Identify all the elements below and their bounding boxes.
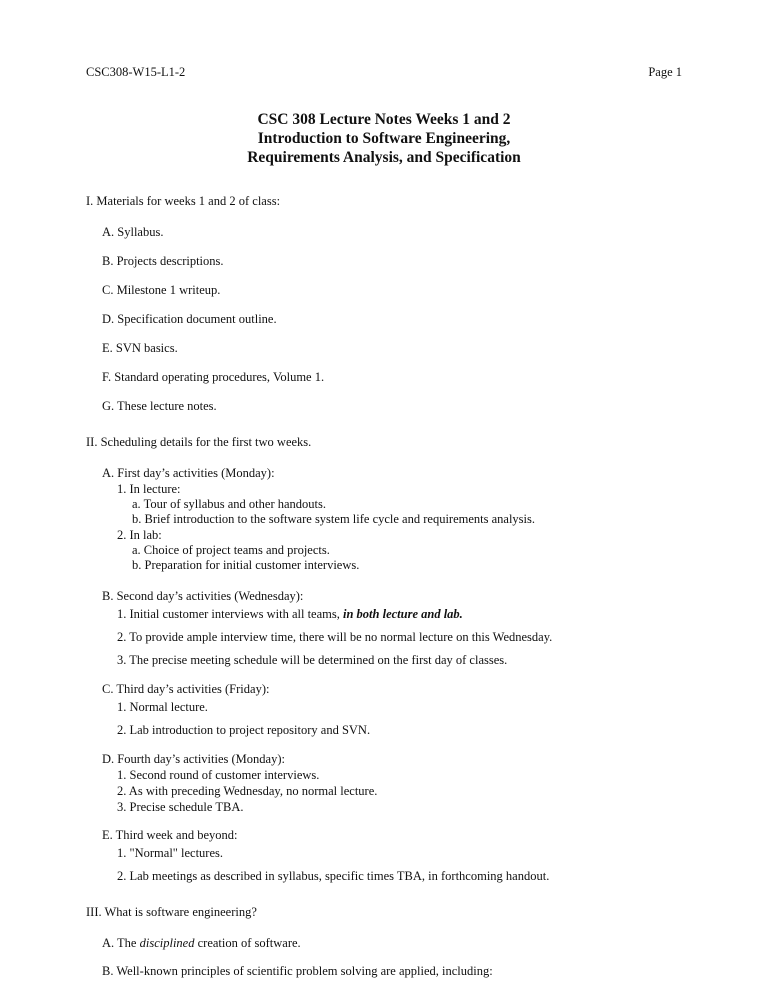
list-item: 1. In lecture: bbox=[117, 482, 181, 496]
subsection-label: C. Third day’s activities (Friday): bbox=[102, 682, 270, 696]
item-text: 1. Initial customer interviews with all teams, bbox=[117, 607, 343, 621]
list-item: a. Tour of syllabus and other handouts. bbox=[132, 497, 327, 511]
title-line-1: CSC 308 Lecture Notes Weeks 1 and 2 bbox=[257, 111, 511, 128]
list-item: D. Specification document outline. bbox=[102, 312, 277, 326]
item-text: A. The bbox=[102, 936, 140, 950]
emphasis-text: disciplined bbox=[139, 936, 195, 950]
emphasis-text: in both lecture and lab. bbox=[343, 607, 463, 621]
title-line-3: Requirements Analysis, and Specification bbox=[247, 149, 521, 166]
page-header bbox=[86, 65, 682, 81]
list-item: C. Milestone 1 writeup. bbox=[102, 283, 221, 297]
list-item: E. SVN basics. bbox=[102, 341, 178, 355]
title-line-2: Introduction to Software Engineering, bbox=[257, 130, 511, 147]
page-number: Page 1 bbox=[648, 65, 682, 79]
list-item: 2. As with preceding Wednesday, no normal lecture. bbox=[117, 784, 378, 798]
list-item: 2. In lab: bbox=[117, 528, 162, 542]
list-item: F. Standard operating procedures, Volume 1. bbox=[102, 370, 325, 384]
list-item bbox=[117, 607, 463, 622]
list-item: 3. Precise schedule TBA. bbox=[117, 800, 244, 814]
list-item: 1. Normal lecture. bbox=[117, 700, 208, 714]
subsection-label: E. Third week and beyond: bbox=[102, 828, 238, 842]
item-text: creation of software. bbox=[194, 936, 301, 950]
list-item: 3. The precise meeting schedule will be determined on the first day of classes. bbox=[117, 653, 508, 667]
subsection-label: B. Well-known principles of scientific problem solving are applied, including: bbox=[102, 964, 493, 978]
subsection-label: A. First day’s activities (Monday): bbox=[102, 466, 275, 480]
list-item: A. Syllabus. bbox=[102, 225, 164, 239]
document-title bbox=[0, 110, 768, 167]
list-item: 2. Lab introduction to project repository and SVN. bbox=[117, 723, 371, 737]
section-3-heading: III. What is software engineering? bbox=[86, 905, 257, 919]
document-id: CSC308-W15-L1-2 bbox=[86, 65, 186, 79]
section-1-heading: I. Materials for weeks 1 and 2 of class: bbox=[86, 194, 281, 208]
section-2-heading: II. Scheduling details for the first two weeks. bbox=[86, 435, 312, 449]
list-item: 2. To provide ample interview time, there will be no normal lecture on this Wednesday. bbox=[117, 630, 553, 644]
list-item: G. These lecture notes. bbox=[102, 399, 217, 413]
list-item: a. Choice of project teams and projects. bbox=[132, 543, 330, 557]
subsection-label: B. Second day’s activities (Wednesday): bbox=[102, 589, 304, 603]
list-item: 1. "Normal" lectures. bbox=[117, 846, 224, 860]
subsection-label: D. Fourth day’s activities (Monday): bbox=[102, 752, 285, 766]
list-item bbox=[102, 936, 301, 951]
list-item: b. Preparation for initial customer interviews. bbox=[132, 558, 360, 572]
list-item: b. Brief introduction to the software system life cycle and requirements analysis. bbox=[132, 512, 536, 526]
list-item: B. Projects descriptions. bbox=[102, 254, 224, 268]
list-item: 1. Second round of customer interviews. bbox=[117, 768, 320, 782]
list-item: 2. Lab meetings as described in syllabus, specific times TBA, in forthcoming handout. bbox=[117, 869, 550, 883]
